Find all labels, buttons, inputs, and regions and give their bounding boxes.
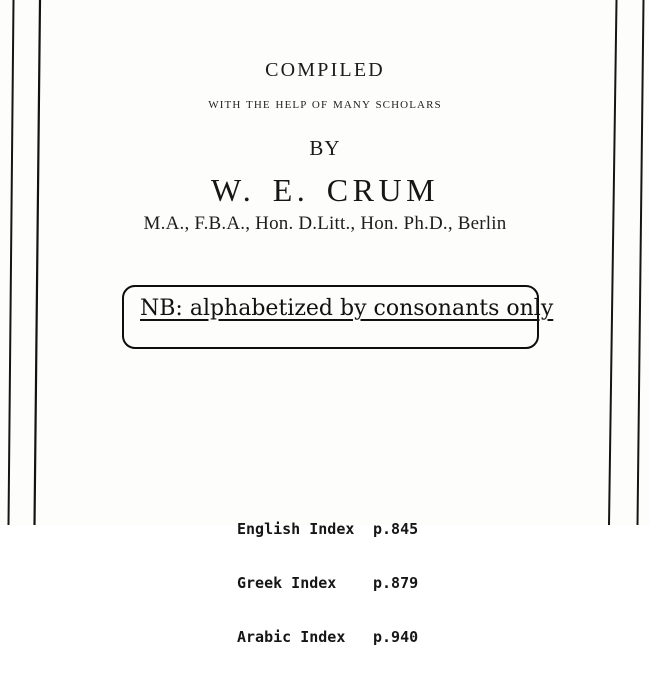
index-label: English Index	[237, 520, 355, 538]
index-row-english	[237, 520, 418, 538]
nb-note-box	[122, 285, 554, 349]
index-label: Arabic Index	[237, 628, 346, 646]
compiled-heading: COMPILED	[265, 59, 385, 81]
index-page-number: p.845	[373, 520, 419, 538]
index-page-number: p.879	[373, 574, 419, 592]
nb-note-text: NB: alphabetized by consonants only	[140, 296, 554, 321]
index-page-number: p.940	[373, 628, 419, 646]
help-of-scholars-line: WITH THE HELP OF MANY SCHOLARS	[208, 99, 442, 111]
index-label: Greek Index	[237, 574, 337, 592]
index-list	[237, 484, 418, 682]
index-row-greek	[237, 574, 418, 592]
author-credentials: M.A., F.B.A., Hon. D.Litt., Hon. Ph.D., Berlin	[143, 213, 507, 234]
index-row-arabic	[237, 628, 418, 646]
by-label: BY	[309, 136, 341, 160]
author-name: W. E. CRUM	[210, 172, 440, 208]
